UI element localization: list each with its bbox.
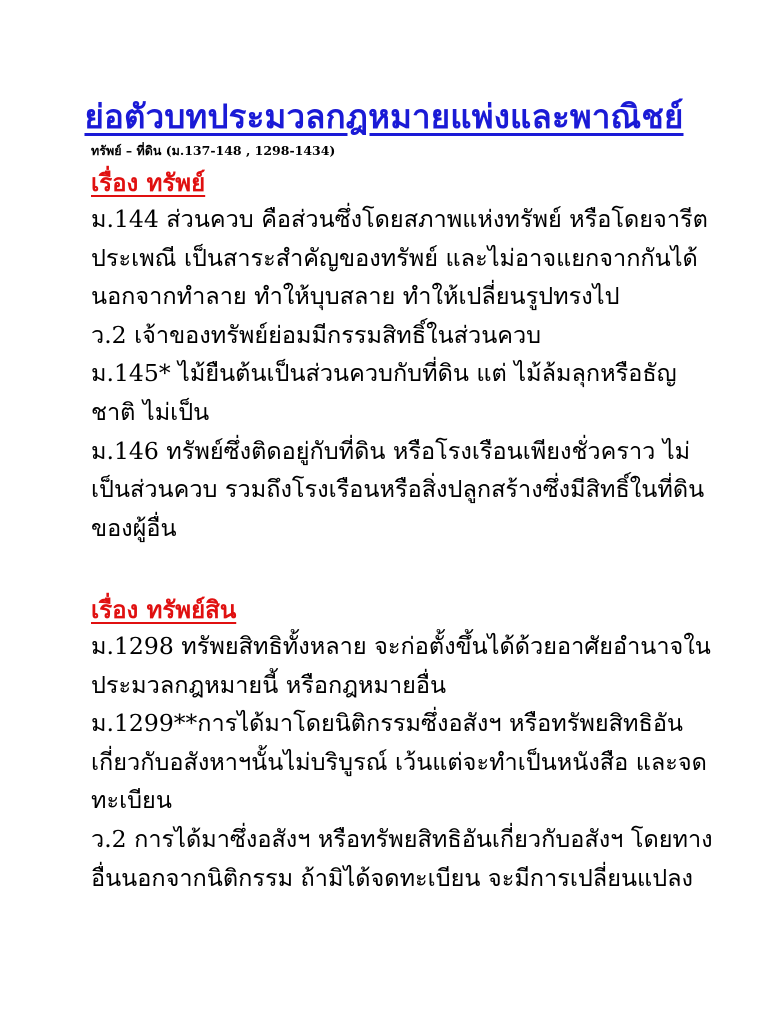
body-line: ม.145* ไม้ยืนต้นเป็นส่วนควบกับที่ดิน แต่ ไม้ล้มลุกหรือธัญ (91, 359, 677, 388)
section-body-assets (91, 627, 713, 897)
section-body-property (91, 200, 708, 547)
body-line: เป็นส่วนควบ รวมถึงโรงเรือนหรือสิ่งปลูกสร้างซึ่งมีสิทธิ์ในที่ดิน (91, 475, 705, 504)
document-title: ย่อตัวบทประมวลกฎหมายแพ่งและพาณิชย์ (84, 97, 684, 136)
body-line: ว.2 การได้มาซึ่งอสังฯ หรือทรัพยสิทธิอันเกี่ยวกับอสังฯ โดยทาง (91, 824, 713, 853)
body-line: นอกจากทำลาย ทำให้บุบสลาย ทำให้เปลี่ยนรูปทรงไป (91, 282, 620, 311)
body-line: ประเพณี เป็นสาระสำคัญของทรัพย์ และไม่อาจแยกจากกันได้ (91, 243, 698, 272)
body-line: ของผู้อื่น (91, 513, 177, 542)
body-line: ประมวลกฎหมายนี้ หรือกฎหมายอื่น (91, 670, 447, 699)
body-line: ชาติ ไม่เป็น (91, 397, 210, 426)
body-line: ม.144 ส่วนควบ คือส่วนซึ่งโดยสภาพแห่งทรัพย์ หรือโดยจารีต (91, 205, 708, 233)
body-line: ว.2 เจ้าของทรัพย์ย่อมมีกรรมสิทธิ์ในส่วนควบ (91, 320, 542, 349)
document-subtitle: ทรัพย์ – ที่ดิน (ม.137-148 , 1298-1434) (91, 143, 336, 158)
body-line: ทะเบียน (91, 786, 172, 815)
body-line: ม.1298 ทรัพยสิทธิทั้งหลาย จะก่อตั้งขึ้นได้ด้วยอาศัยอำนาจใน (91, 632, 711, 660)
body-line: ม.1299**การได้มาโดยนิติกรรมซึ่งอสังฯ หรือทรัพยสิทธิอัน (91, 709, 683, 738)
body-line: ม.146 ทรัพย์ซึ่งติดอยู่กับที่ดิน หรือโรงเรือนเพียงชั่วคราว ไม่ (91, 436, 691, 465)
body-line: เกี่ยวกับอสังหาฯนั้นไม่บริบูรณ์ เว้นแต่จะทำเป็นหนังสือ และจด (91, 747, 707, 776)
body-line: อื่นนอกจากนิติกรรม ถ้ามิได้จดทะเบียน จะมีการเปลี่ยนแปลง (91, 863, 693, 892)
section-heading-assets: เรื่อง ทรัพย์สิน (91, 595, 237, 624)
section-heading-property: เรื่อง ทรัพย์ (91, 168, 206, 197)
